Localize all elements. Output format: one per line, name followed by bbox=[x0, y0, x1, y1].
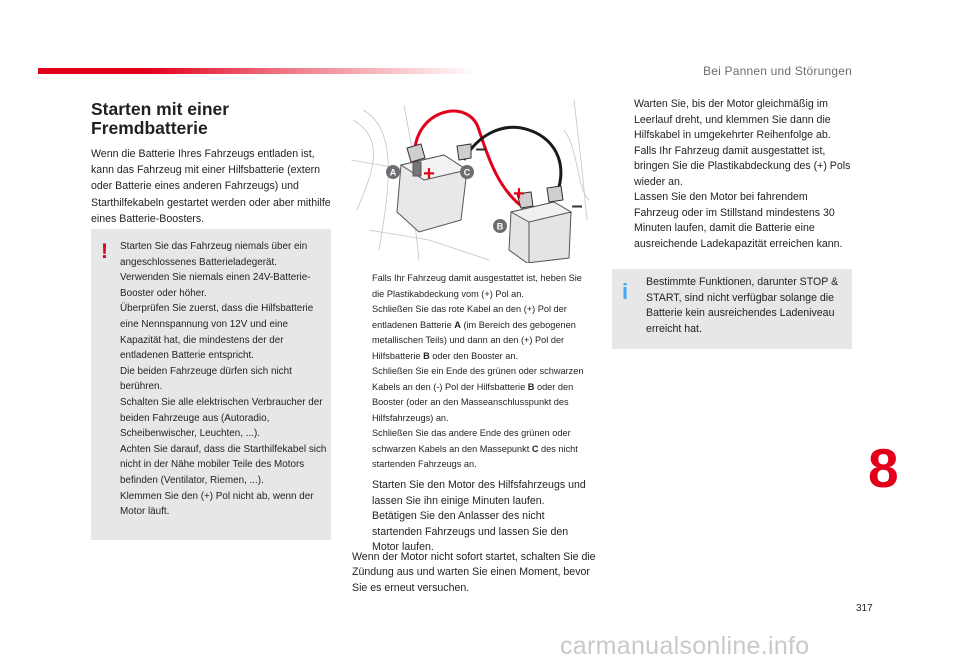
page-number: 317 bbox=[856, 603, 873, 614]
step-text: oder den Booster (oder an den Masseanschlusspunkt des Hilfsfahrzeugs) an. bbox=[372, 381, 574, 423]
step-ref: B bbox=[527, 381, 535, 392]
step-text: (im Bereich des gebogenen metallischen Teils) und dann an den (+) Pol der Hilfsbatterie bbox=[372, 319, 576, 361]
step-text: des nicht startenden Fahrzeugs an. bbox=[372, 443, 578, 469]
disconnect-steps bbox=[614, 97, 854, 252]
minus-sign-c: – bbox=[475, 138, 487, 160]
disconnect-step bbox=[614, 97, 854, 144]
step-text: Warten Sie, bis der Motor gleichmäßig im Leerlauf dreht, und klemmen Sie dann die Hilfskabel in umgekehrter Reihenfolge ab. bbox=[634, 98, 831, 141]
start-step bbox=[352, 509, 597, 556]
label-a-badge bbox=[386, 165, 400, 179]
step-text: Starten Sie den Motor des Hilfsfahrzeugs und lassen Sie ihn einige Minuten laufen. bbox=[372, 479, 586, 507]
start-step bbox=[352, 478, 597, 509]
jump-start-illustration bbox=[349, 100, 591, 263]
header-accent-bar bbox=[38, 68, 478, 74]
retry-note: Wenn der Motor nicht sofort startet, schalten Sie die Zündung aus und warten Sie einen Moment, bevor Sie es erneut versuchen. bbox=[352, 551, 596, 594]
step-text: Schließen Sie das rote Kabel an den (+) Pol der entladenen Batterie bbox=[372, 304, 567, 330]
label-c: C bbox=[463, 167, 471, 178]
connection-steps bbox=[352, 271, 594, 473]
info-text: Bestimmte Funktionen, darunter STOP & START, sind nicht verfügbar solange die Batterie kein ausreichendes Ladeniveau erreicht hat. bbox=[646, 276, 839, 335]
step-ref: C bbox=[531, 443, 539, 454]
label-b-badge bbox=[493, 219, 507, 233]
warning-box bbox=[91, 229, 331, 540]
plus-sign-b: + bbox=[513, 183, 525, 205]
label-b: B bbox=[496, 221, 504, 232]
chapter-number: 8 bbox=[868, 437, 899, 499]
info-icon: i bbox=[622, 279, 629, 304]
warning-icon: ! bbox=[101, 240, 108, 263]
connection-step bbox=[352, 271, 594, 302]
step-text: Lassen Sie den Motor bei fahrendem Fahrzeug oder im Stillstand mindestens 30 Minuten laufen, damit die Batterie eine ausreichende Ladekapazität erreichen kann. bbox=[634, 191, 843, 250]
disconnect-step bbox=[614, 144, 854, 191]
intro-paragraph: Wenn die Batterie Ihres Fahrzeugs entladen ist, kann das Fahrzeug mit einer Hilfsbatterie (extern oder Batterie eines anderen Fahrzeugs) und Starthilfekabeln gestartet werden oder aber mithilfe eines Batterie-Boosters. bbox=[91, 148, 331, 225]
start-steps bbox=[352, 478, 597, 556]
plus-sign-a: + bbox=[423, 163, 435, 185]
step-ref: B bbox=[423, 350, 430, 361]
connection-step bbox=[352, 426, 594, 473]
connection-step bbox=[352, 302, 594, 364]
watermark: carmanualsonline.info bbox=[560, 632, 810, 660]
step-text: Falls Ihr Fahrzeug damit ausgestattet ist, bringen Sie die Plastikabdeckung des (+) Pols wieder an. bbox=[634, 144, 851, 188]
label-a: A bbox=[389, 167, 397, 178]
step-text: Schließen Sie ein Ende des grünen oder schwarzen Kabels an den (-) Pol der Hilfsbatterie bbox=[372, 366, 584, 392]
battery-b bbox=[509, 202, 571, 263]
minus-sign-b: – bbox=[571, 195, 583, 217]
label-c-badge bbox=[460, 165, 474, 179]
step-ref: A bbox=[454, 319, 461, 330]
step-text: Betätigen Sie den Anlasser des nicht startenden Fahrzeugs und lassen Sie den Motor laufen. bbox=[372, 510, 569, 553]
connection-step bbox=[352, 364, 594, 426]
step-text: Falls Ihr Fahrzeug damit ausgestattet ist, heben Sie die Plastikabdeckung vom (+) Pol an. bbox=[372, 273, 582, 299]
warning-text: Starten Sie das Fahrzeug niemals über ein angeschlossenes Batterieladegerät. Verwenden Sie niemals einen 24V-Batterie-Booster oder höher. Überprüfen Sie zuerst, dass die Hilfsbatterie eine Nennspannung von 12V und eine Kapazität hat, die mindestens der der entladenen Batterie entspricht. Die beiden Fahrzeuge dürfen sich nicht berühren. Schalten Sie alle elektrischen Verbraucher der beiden Fahrzeuge aus (Autoradio, Scheibenwischer, Leuchten, ...). Achten Sie darauf, dass die Starthilfekabel sich nicht in der Nähe mobiler Teile des Motors befinden (Ventilator, Riemen, ...). Klemmen Sie den (+) Pol nicht ab, wenn der Motor läuft. bbox=[120, 241, 327, 518]
step-text: Schließen Sie das andere Ende des grünen oder schwarzen Kabels an den Massepunkt bbox=[372, 428, 571, 454]
section-title: Bei Pannen und Störungen bbox=[703, 64, 852, 78]
info-box bbox=[612, 269, 852, 349]
page-title: Starten mit einer Fremdbatterie bbox=[91, 99, 230, 138]
step-text: oder den Booster an. bbox=[429, 350, 519, 361]
disconnect-step bbox=[614, 190, 854, 252]
